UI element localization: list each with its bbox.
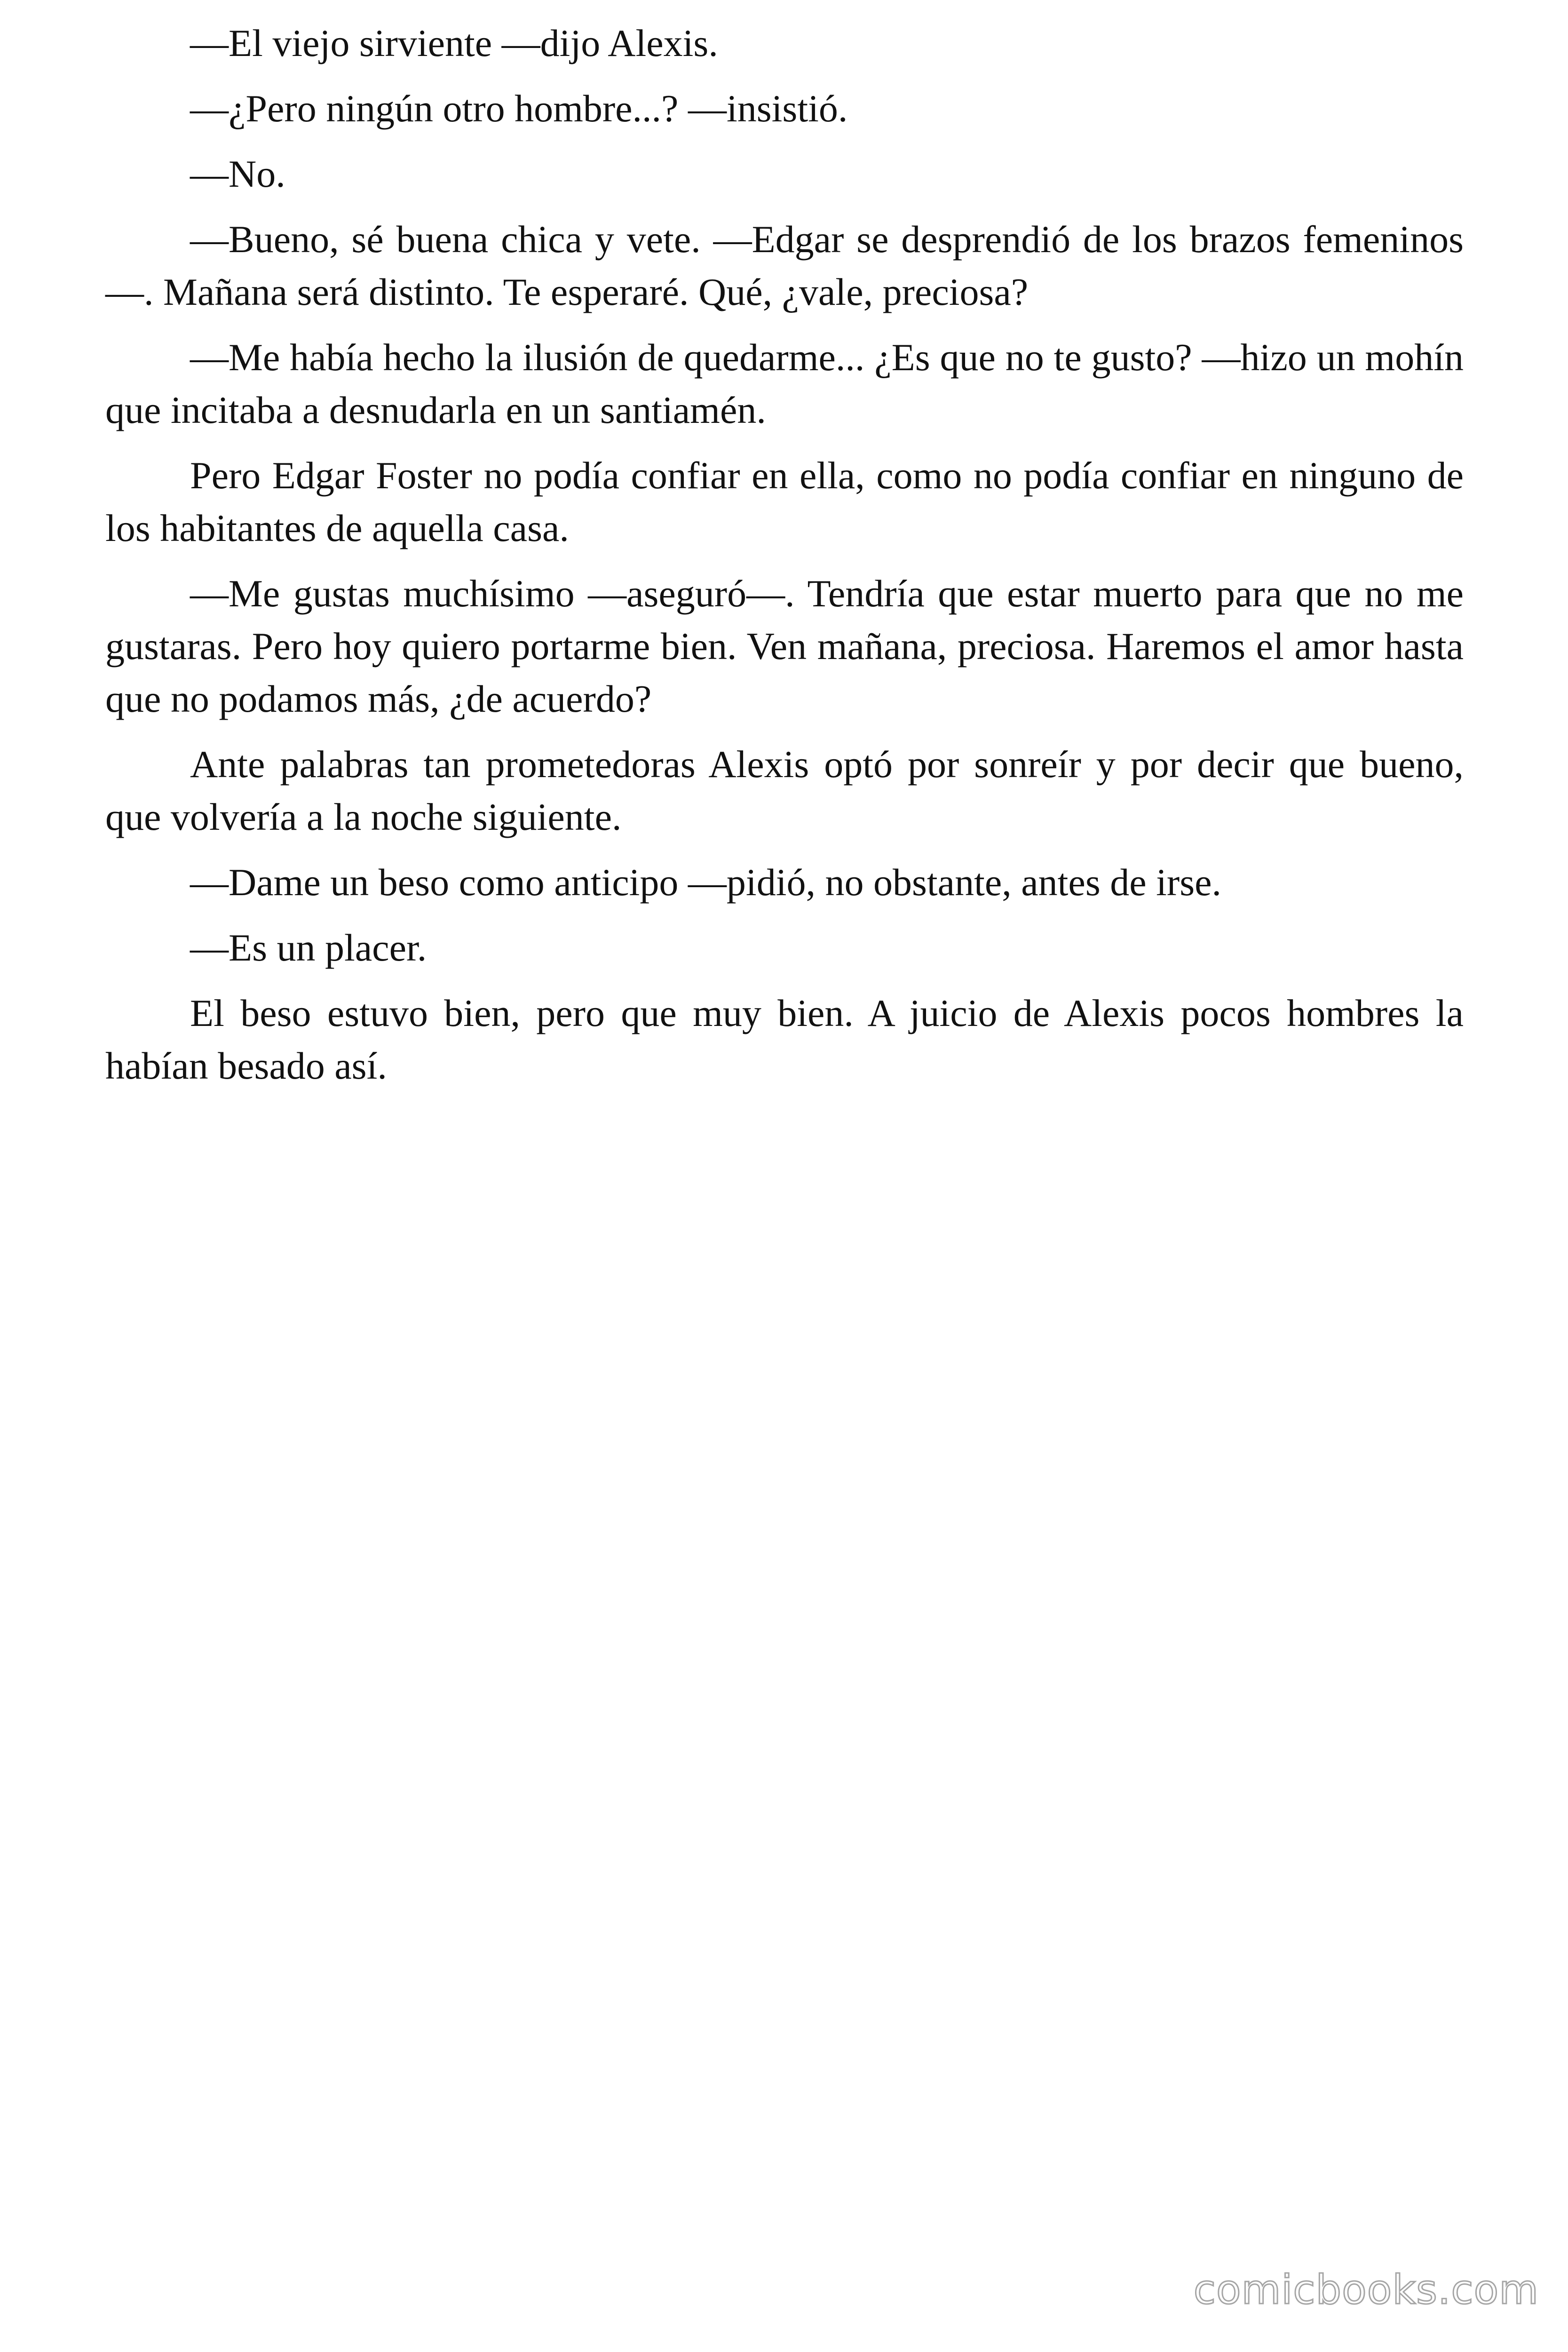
paragraph-8: Ante palabras tan prometedoras Alexis optó por sonreír y por decir que bueno, que volvería a la noche siguiente. xyxy=(105,743,1464,838)
paragraph-9: —Dame un beso como anticipo —pidió, no obstante, antes de irse. xyxy=(190,861,1222,904)
paragraph-2: —¿Pero ningún otro hombre...? —insistió. xyxy=(190,87,848,130)
paragraph-4: —Bueno, sé buena chica y vete. —Edgar se desprendió de los brazos femeninos—. Mañana será distinto. Te esperaré. Qué, ¿vale, preciosa? xyxy=(105,218,1464,313)
body-text xyxy=(105,17,1464,1105)
paragraph-3: —No. xyxy=(190,152,285,195)
paragraph-1: —El viejo sirviente —dijo Alexis. xyxy=(190,22,718,64)
paragraph-7: —Me gustas muchísimo —aseguró—. Tendría que estar muerto para que no me gustaras. Pero hoy quiero portarme bien. Ven mañana, preciosa. Haremos el amor hasta que no podamos más, ¿de acuerdo? xyxy=(105,572,1464,720)
watermark: comicbooks.com xyxy=(1193,2266,1539,2313)
paragraph-5: —Me había hecho la ilusión de quedarme... ¿Es que no te gusto? —hizo un mohín que incitaba a desnudarla en un santiamén. xyxy=(105,336,1464,431)
paragraph-11: El beso estuvo bien, pero que muy bien. A juicio de Alexis pocos hombres la habían besado así. xyxy=(105,992,1464,1087)
paragraph-10: —Es un placer. xyxy=(190,926,427,969)
paragraph-6: Pero Edgar Foster no podía confiar en ella, como no podía confiar en ninguno de los habitantes de aquella casa. xyxy=(105,454,1464,549)
